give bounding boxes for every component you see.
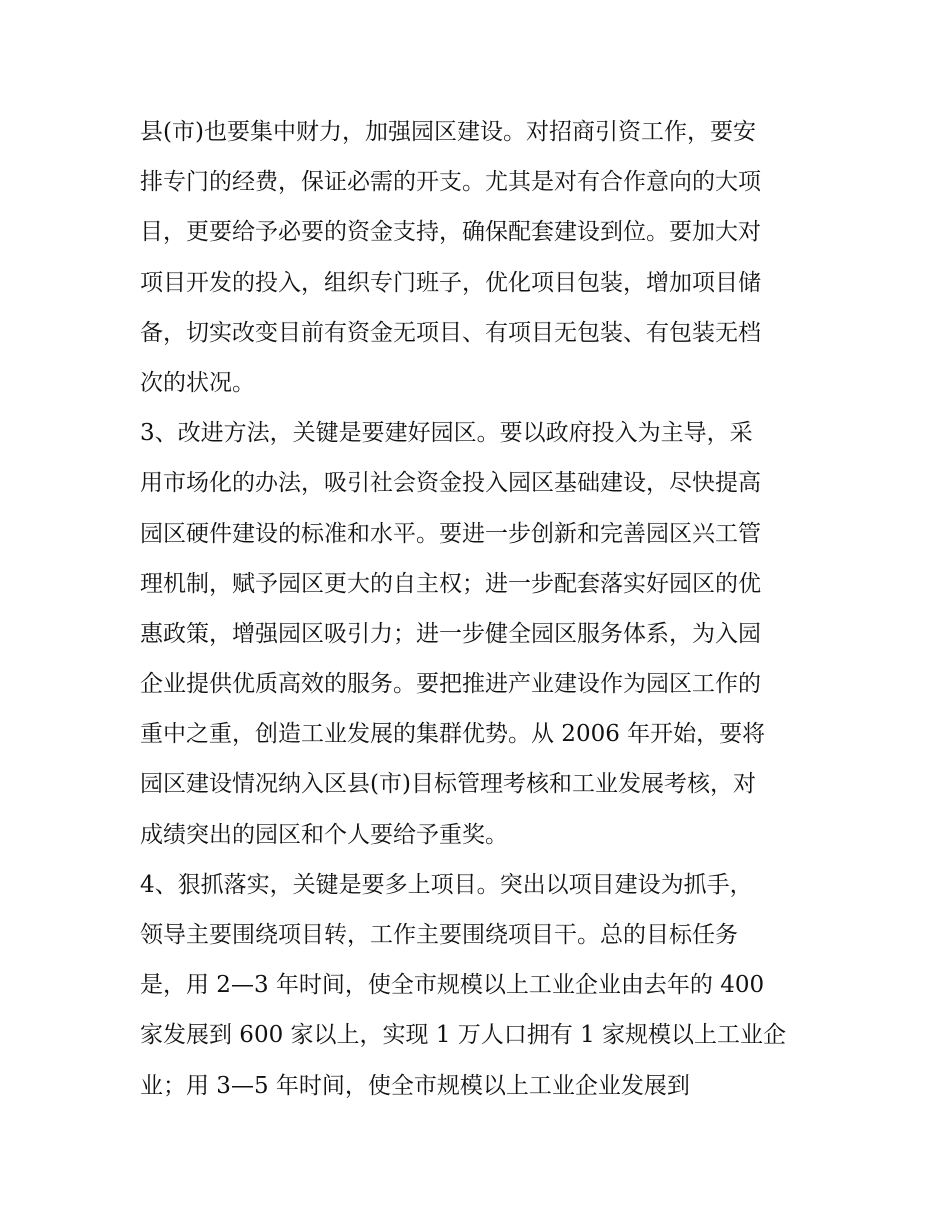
text-line: 园区建设情况纳入区县(市)目标管理考核和工业发展考核，对 (140, 771, 756, 798)
text-line: 次的状况。 (140, 369, 255, 396)
text-line: 用市场化的办法，吸引社会资金投入园区基础建设，尽快提高 (140, 470, 761, 497)
text-line: 县(市)也要集中财力，加强园区建设。对招商引资工作，要安 (140, 119, 756, 145)
text-line: 目，更要给予必要的资金支持，确保配套建设到位。要加大对 (140, 219, 761, 246)
text-line: 园区硬件建设的标准和水平。要进一步创新和完善园区兴工管 (140, 520, 761, 547)
text-line: 惠政策，增强园区吸引力；进一步健全园区服务体系，为入园 (140, 620, 761, 647)
section-4-heading-line: 4、狠抓落实，关键是要多上项目。突出以项目建设为抓手， (140, 871, 753, 898)
text-line: 排专门的经费，保证必需的开支。尤其是对有合作意向的大项 (140, 169, 761, 196)
text-line: 是，用 2—3 年时间，使全市规模以上工业企业由去年的 400 (140, 972, 765, 999)
text-line: 领导主要围绕项目转，工作主要围绕项目干。总的目标任务 (140, 922, 738, 948)
text-line: 成绩突出的园区和个人要给予重奖。 (140, 821, 508, 848)
text-line: 项目开发的投入，组织专门班子，优化项目包装，增加项目储 (140, 269, 761, 296)
text-line: 业；用 3—5 年时间，使全市规模以上工业企业发展到 (140, 1072, 690, 1099)
section-3-heading-line: 3、改进方法，关键是要建好园区。要以政府投入为主导，采 (140, 420, 753, 447)
text-line: 理机制，赋予园区更大的自主权；进一步配套落实好园区的优 (140, 570, 761, 597)
text-line: 企业提供优质高效的服务。要把推进产业建设作为园区工作的 (140, 671, 761, 698)
text-line: 备，切实改变目前有资金无项目、有项目无包装、有包装无档 (140, 319, 761, 346)
text-line: 重中之重，创造工业发展的集群优势。从 2006 年开始，要将 (140, 721, 766, 748)
text-line: 家发展到 600 家以上，实现 1 万人口拥有 1 家规模以上工业企 (140, 1022, 787, 1049)
body-text (140, 107, 820, 1111)
